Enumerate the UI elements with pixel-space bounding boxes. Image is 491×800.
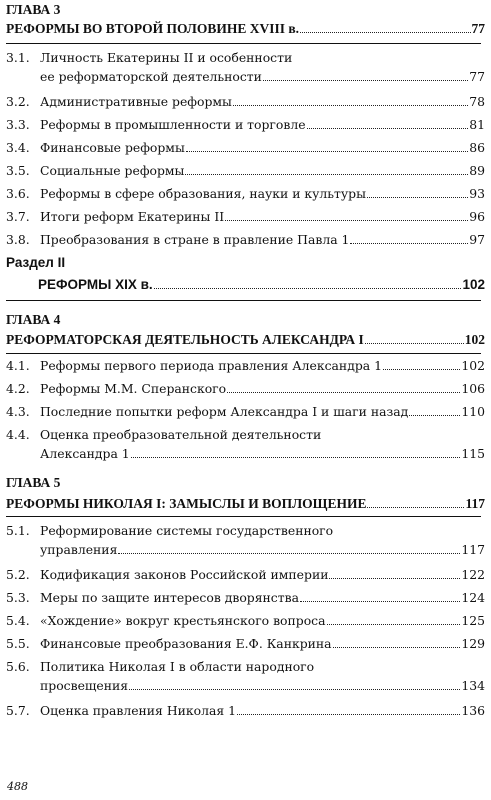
chapter-3-page: 77: [471, 21, 485, 36]
toc-row-3-3: [0, 115, 487, 134]
toc-row-3-8: [0, 230, 487, 249]
item-title: Реформы в сфере образования, науки и культуры: [40, 186, 366, 201]
toc-row-4-1: [0, 356, 487, 375]
chapter-5-label: ГЛАВА 5: [6, 475, 61, 490]
item-number: 5.3.: [6, 590, 30, 605]
item-page: 78: [469, 94, 485, 109]
dot-leader: [118, 552, 460, 554]
item-number: 3.4.: [6, 140, 30, 155]
chapter-3-label: ГЛАВА 3: [6, 2, 61, 17]
item-title: Кодификация законов Российской империи: [40, 567, 329, 582]
dot-leader: [367, 196, 468, 198]
toc-row-4-2: [0, 379, 487, 398]
item-title: Социальные реформы: [40, 163, 185, 178]
toc-row-5-2: [0, 565, 487, 584]
item-number: 5.1.: [6, 523, 30, 538]
item-page: 117: [461, 542, 485, 557]
chapter-5-rule: [6, 516, 481, 517]
dot-leader: [329, 577, 460, 579]
item-title: Реформы первого периода правления Александра 1: [40, 358, 382, 373]
chapter-4-page: 102: [464, 332, 485, 347]
item-page: 93: [469, 186, 485, 201]
dot-leader: [129, 688, 460, 690]
dot-leader: [333, 646, 461, 648]
toc-row-3-5: [0, 161, 487, 180]
toc-row-4-4-cont: [0, 444, 487, 463]
chapter-4-rule: [6, 353, 481, 354]
item-title: просвещения: [40, 678, 129, 693]
toc-row-3-1-cont: [0, 67, 487, 86]
toc-row-5-4: [0, 611, 487, 630]
toc-row-4-3: [0, 402, 487, 421]
item-title: Преобразования в стране в правление Павла 1: [40, 232, 350, 247]
item-number: 3.6.: [6, 186, 30, 201]
chapter-5-title: РЕФОРМЫ НИКОЛАЯ I: ЗАМЫСЛЫ И ВОПЛОЩЕНИЕ: [6, 496, 367, 511]
item-title: «Хождение» вокруг крестьянского вопроса: [40, 613, 326, 628]
dot-leader: [263, 79, 468, 81]
dot-leader: [300, 600, 460, 602]
item-number: 3.7.: [6, 209, 30, 224]
chapter-3-title-row: [0, 19, 487, 38]
dot-leader: [186, 150, 468, 152]
item-title: Реформы М.М. Сперанского: [40, 381, 227, 396]
toc-row-4-4: [0, 425, 487, 444]
dot-leader: [367, 506, 464, 508]
dot-leader: [237, 713, 460, 715]
toc-row-5-6: [0, 657, 487, 676]
section-2-label: Раздел II: [6, 255, 66, 270]
item-title: Личность Екатерины II и особенности: [40, 50, 293, 65]
item-page: 125: [461, 613, 485, 628]
dot-leader: [233, 104, 468, 106]
item-page: 110: [461, 404, 485, 419]
toc-row-3-4: [0, 138, 487, 157]
item-title: ее реформаторской деятельности: [40, 69, 262, 84]
dot-leader: [154, 287, 462, 289]
toc-row-5-7: [0, 701, 487, 720]
item-number: 4.3.: [6, 404, 30, 419]
dot-leader: [383, 368, 460, 370]
item-number: 3.2.: [6, 94, 30, 109]
item-title: Финансовые преобразования Е.Ф. Канкрина: [40, 636, 332, 651]
item-page: 81: [469, 117, 485, 132]
item-title: Итоги реформ Екатерины II: [40, 209, 225, 224]
chapter-4-title: РЕФОРМАТОРСКАЯ ДЕЯТЕЛЬНОСТЬ АЛЕКСАНДРА I: [6, 332, 364, 347]
toc-row-5-6-cont: [0, 676, 487, 695]
item-page: 102: [461, 358, 485, 373]
section-2-title-row: [0, 275, 487, 294]
item-page: 96: [469, 209, 485, 224]
item-number: 3.3.: [6, 117, 30, 132]
dot-leader: [365, 342, 464, 344]
item-number: 4.1.: [6, 358, 30, 373]
toc-row-5-5: [0, 634, 487, 653]
section-2-title: РЕФОРМЫ XIX в.: [38, 277, 153, 292]
dot-leader: [409, 414, 460, 416]
chapter-5-title-row: [0, 494, 487, 513]
toc-row-3-6: [0, 184, 487, 203]
toc-row-3-1: [0, 48, 487, 67]
item-number: 3.8.: [6, 232, 30, 247]
item-title: Реформирование системы государственного: [40, 523, 334, 538]
dot-leader: [185, 173, 468, 175]
item-title: Финансовые реформы: [40, 140, 185, 155]
item-page: 134: [461, 678, 485, 693]
item-number: 5.5.: [6, 636, 30, 651]
chapter-3-title: РЕФОРМЫ ВО ВТОРОЙ ПОЛОВИНЕ XVIII в.: [6, 21, 300, 36]
toc-row-5-1-cont: [0, 540, 487, 559]
item-page: 86: [469, 140, 485, 155]
dot-leader: [307, 127, 469, 129]
item-number: 5.2.: [6, 567, 30, 582]
item-title: Александра 1: [40, 446, 130, 461]
dot-leader: [225, 219, 468, 221]
item-title: Реформы в промышленности и торговле: [40, 117, 306, 132]
item-number: 3.5.: [6, 163, 30, 178]
item-title: Административные реформы: [40, 94, 232, 109]
section-2-rule: [6, 300, 481, 301]
item-page: 106: [461, 381, 485, 396]
item-page: 115: [461, 446, 485, 461]
item-page: 97: [469, 232, 485, 247]
item-title: Меры по защите интересов дворянства: [40, 590, 299, 605]
chapter-4-label: ГЛАВА 4: [6, 312, 61, 327]
item-page: 89: [469, 163, 485, 178]
dot-leader: [227, 391, 460, 393]
dot-leader: [131, 456, 461, 458]
chapter-3-rule: [6, 43, 481, 44]
item-number: 4.2.: [6, 381, 30, 396]
item-title: Политика Николая I в области народного: [40, 659, 315, 674]
item-title: Оценка правления Николая 1: [40, 703, 236, 718]
dot-leader: [327, 623, 461, 625]
item-page: 122: [461, 567, 485, 582]
item-title: управления: [40, 542, 118, 557]
item-number: 4.4.: [6, 427, 30, 442]
toc-row-3-7: [0, 207, 487, 226]
item-page: 136: [461, 703, 485, 718]
toc-row-5-1: [0, 521, 487, 540]
item-number: 5.6.: [6, 659, 30, 674]
footer-page-number: 488: [7, 780, 28, 793]
item-number: 5.4.: [6, 613, 30, 628]
chapter-5-page: 117: [465, 496, 485, 511]
toc-row-3-2: [0, 92, 487, 111]
dot-leader: [300, 31, 470, 33]
item-page: 124: [461, 590, 485, 605]
item-title: Последние попытки реформ Александра I и шаги назад: [40, 404, 409, 419]
chapter-4-title-row: [0, 330, 487, 349]
item-page: 77: [469, 69, 485, 84]
item-title: Оценка преобразовательной деятельности: [40, 427, 322, 442]
toc-row-5-3: [0, 588, 487, 607]
item-number: 3.1.: [6, 50, 30, 65]
dot-leader: [350, 242, 468, 244]
section-2-page: 102: [462, 277, 485, 292]
item-page: 129: [461, 636, 485, 651]
item-number: 5.7.: [6, 703, 30, 718]
